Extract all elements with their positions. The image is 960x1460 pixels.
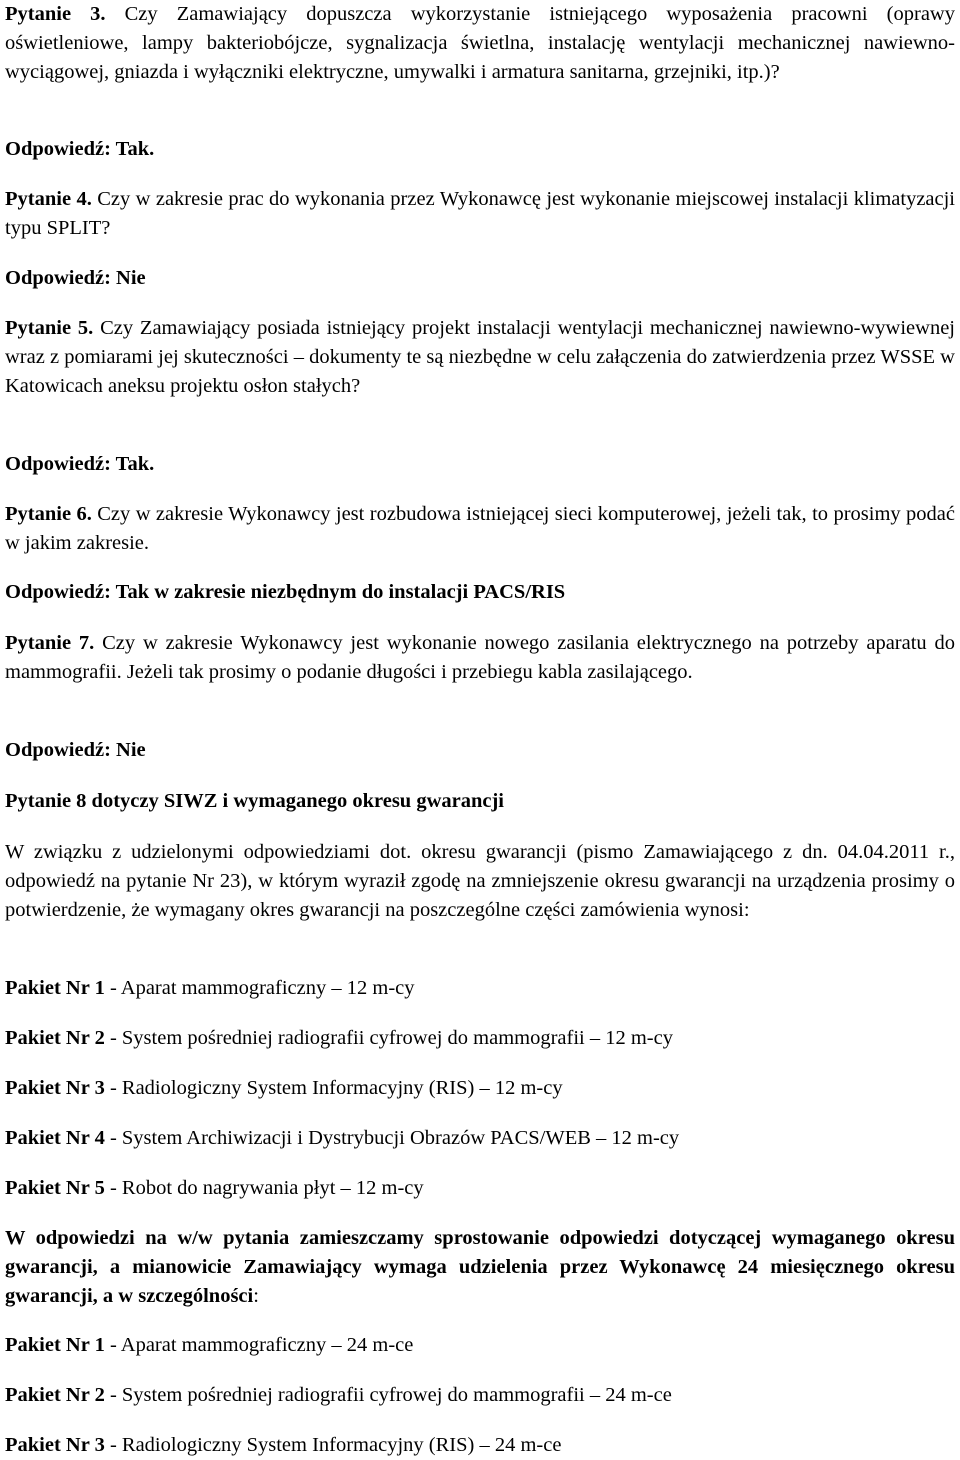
package-item: Pakiet Nr 1 - Aparat mammograficzny – 12 m-cy [5,977,415,999]
question-6 [5,500,955,558]
question-5 [5,314,955,401]
question-3 [5,0,955,87]
question-8-body: W związku z udzielonymi odpowiedziami dot. okresu gwarancji (pismo Zamawiającego z dn. 04.04.2011 r., odpowiedź na pytanie Nr 23), w którym wyraził zgodę na zmniejszenie okresu gwarancji na urządzenia prosimy o potwierdzenie, że wymagany okres gwarancji na poszczególne części zamówienia wynosi: [5,841,955,921]
question-text: Czy w zakresie prac do wykonania przez Wykonawcę jest wykonanie miejscowej instalacji klimatyzacji typu SPLIT? [5,188,956,239]
question-4 [5,185,955,243]
question-text: Czy w zakresie Wykonawcy jest wykonanie nowego zasilania elektrycznego na potrzeby aparatu do mammografii. Jeżeli tak prosimy o podanie długości i przebiegu kabla zasilającego. [5,632,955,683]
answer-label: Odpowiedź: Nie [5,267,146,289]
question-label: Pytanie 4. [5,188,92,210]
question-8-heading [5,787,955,816]
package-item: Pakiet Nr 5 - Robot do nagrywania płyt – 12 m-cy [5,1177,424,1199]
answer-label: Odpowiedź: Tak. [5,453,155,475]
package-item: Pakiet Nr 2 - System pośredniej radiografii cyfrowej do mammografii – 24 m-ce [5,1384,672,1406]
answer-label: Odpowiedź: Tak. [5,138,155,160]
answer-label: W odpowiedzi na w/w pytania zamieszczamy sprostowanie odpowiedzi dotyczącej wymaganego okresu gwarancji, a mianowicie Zamawiający wymaga udzielenia przez Wykonawcę 24 miesięcznego okresu gwarancji, a w szczególności [5,1227,955,1307]
question-text: Czy Zamawiający posiada istniejący projekt instalacji wentylacji mechanicznej nawiewno-wywiewnej wraz z pomiarami jej skuteczności – dokumenty te są niezbędne w celu załączenia do zatwierdzenia przez WSSE w Katowicach aneksu projektu osłon stałych? [5,317,955,397]
question-label: Pytanie 8 dotyczy SIWZ i wymaganego okresu gwarancji [5,790,505,812]
package-item: Pakiet Nr 1 - Aparat mammograficzny – 24 m-ce [5,1334,414,1356]
package-item: Pakiet Nr 3 - Radiologiczny System Informacyjny (RIS) – 12 m-cy [5,1077,563,1099]
answer-7 [5,736,955,765]
question-label: Pytanie 6. [5,503,92,525]
package-item: Pakiet Nr 3 - Radiologiczny System Informacyjny (RIS) – 24 m-ce [5,1434,562,1456]
answer-label: Odpowiedź: Nie [5,739,146,761]
answer-5 [5,450,955,479]
question-label: Pytanie 7. [5,632,95,654]
package-item: Pakiet Nr 2 - System pośredniej radiografii cyfrowej do mammografii – 12 m-cy [5,1027,673,1049]
answer-8: W odpowiedzi na w/w pytania zamieszczamy sprostowanie odpowiedzi dotyczącej wymaganego okresu gwarancji, a mianowicie Zamawiający wymaga udzielenia przez Wykonawcę 24 miesięcznego okresu gwarancji, a w szczególności: [5,1227,955,1307]
question-label: Pytanie 3. [5,3,106,25]
question-7 [5,629,955,687]
question-text: Czy w zakresie Wykonawcy jest rozbudowa istniejącej sieci komputerowej, jeżeli tak, to prosimy podać w jakim zakresie. [5,503,956,554]
question-text: Czy Zamawiający dopuszcza wykorzystanie istniejącego wyposażenia pracowni (oprawy oświetleniowe, lampy bakteriobójcze, sygnalizacja świetlna, instalację wentylacji mechanicznej nawiewno-wyciągowej, gniazda i wyłączniki elektryczne, umywalki i armatura sanitarna, grzejniki, itp.)? [5,3,955,83]
answer-6 [5,578,955,607]
question-label: Pytanie 5. [5,317,94,339]
package-item: Pakiet Nr 4 - System Archiwizacji i Dystrybucji Obrazów PACS/WEB – 12 m-cy [5,1127,680,1149]
answer-4 [5,264,955,293]
answer-label: Odpowiedź: Tak w zakresie niezbędnym do instalacji PACS/RIS [5,581,566,603]
answer-3 [5,135,955,164]
